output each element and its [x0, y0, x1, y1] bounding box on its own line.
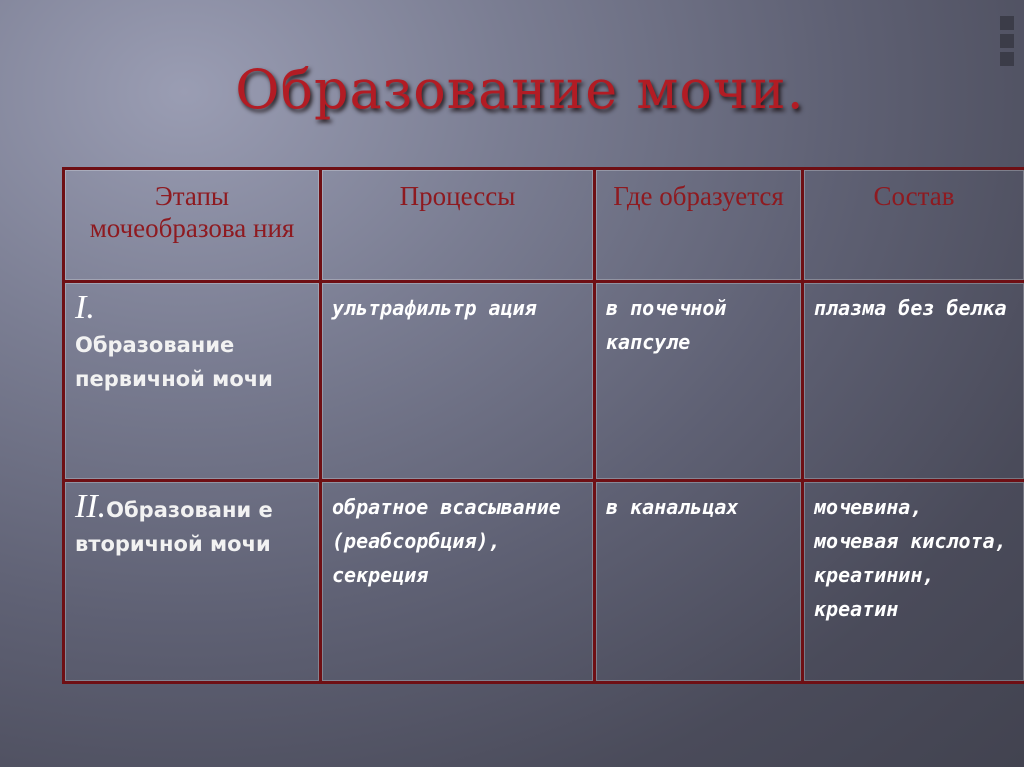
header-composition: Состав — [803, 169, 1024, 282]
table-header-row — [64, 169, 1024, 282]
composition-cell: мочевина, мочевая кислота, креатинин, креатин — [803, 481, 1024, 683]
slide-title: Образование мочи. — [235, 58, 805, 121]
header-stages: Этапы мочеобразова ния — [64, 169, 321, 282]
stage-name: Образование первичной мочи — [75, 333, 273, 391]
where-cell: в почечной капсуле — [595, 282, 803, 481]
process-cell: обратное всасывание (реабсорбция), секреция — [321, 481, 595, 683]
decor-square-2 — [1000, 34, 1014, 48]
header-processes: Процессы — [321, 169, 595, 282]
stage-number: I. — [75, 289, 95, 326]
stage-number: II. — [75, 488, 107, 525]
urine-formation-table — [62, 167, 1024, 684]
composition-cell: плазма без белка — [803, 282, 1024, 481]
where-cell: в канальцах — [595, 481, 803, 683]
table-row — [64, 481, 1024, 683]
decor-square-1 — [1000, 16, 1014, 30]
stage-name: Образовани е вторичной мочи — [75, 498, 273, 556]
process-cell: ультрафильтр ация — [321, 282, 595, 481]
stage-cell — [64, 282, 321, 481]
stage-cell — [64, 481, 321, 683]
table-row — [64, 282, 1024, 481]
header-where: Где образуется — [595, 169, 803, 282]
